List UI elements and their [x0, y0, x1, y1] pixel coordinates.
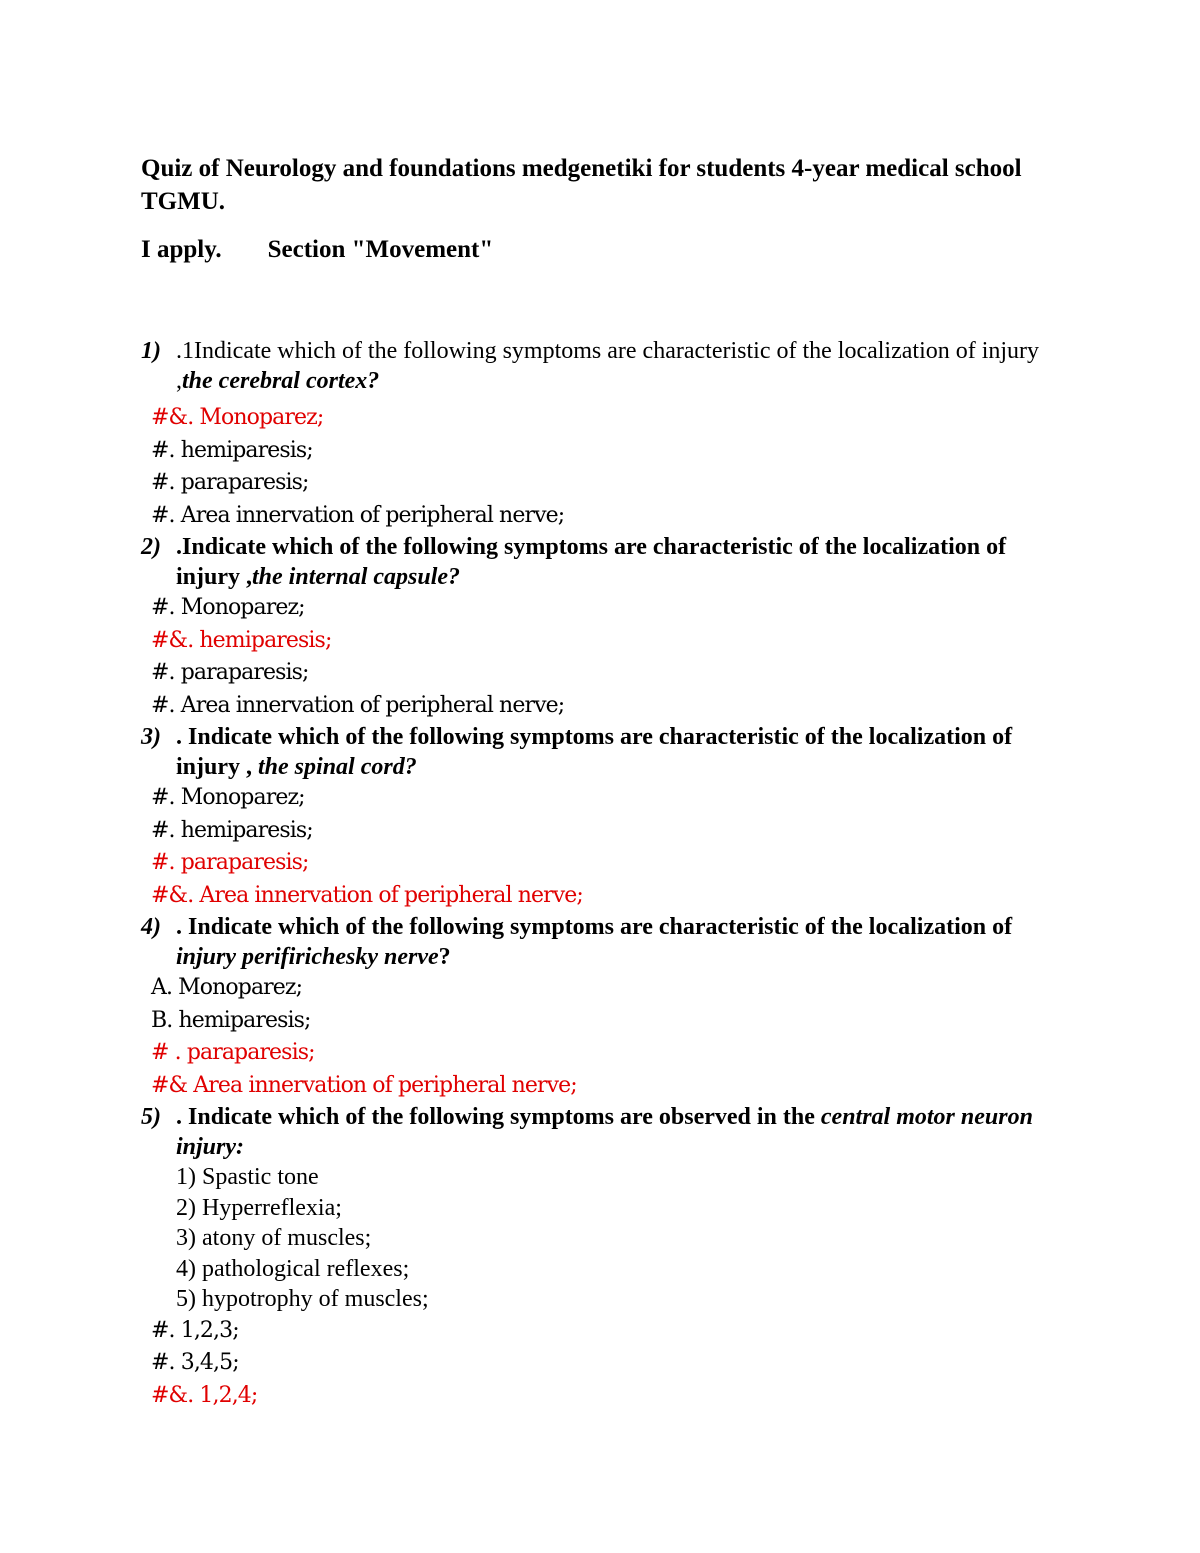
question-text: . Indicate which of the following symptoms are observed in the [176, 1104, 821, 1130]
question-text: . Indicate which of the following symptoms are characteristic of the localization of injury , [176, 724, 1013, 780]
question-5 [141, 1102, 1061, 1162]
answer-option: #. 3,4,5; [151, 1350, 239, 1375]
statement-item: 1) Spastic tone [176, 1164, 319, 1190]
answer-option: #. paraparesis; [151, 660, 309, 685]
section-prefix: I apply. [141, 236, 222, 263]
question-emphasis: injury perifirichesky nerve [176, 944, 439, 970]
question-list [141, 336, 1061, 1412]
question-number: 4) [141, 914, 161, 940]
statement-item: 5) hypotrophy of muscles; [176, 1286, 429, 1312]
question-text: .Indicate which of the following symptoms are characteristic of the localization of injury , [176, 534, 1007, 590]
question-1 [141, 336, 1061, 396]
answer-option: #. 1,2,3; [151, 1317, 239, 1343]
answer-option: #. paraparesis; [151, 850, 309, 875]
answer-option: #&. Monoparez; [151, 405, 324, 430]
question-number: 3) [141, 724, 161, 750]
question-text: . Indicate which of the following symptoms are characteristic of the localization of [176, 914, 1013, 940]
answer-option: B. hemiparesis; [151, 1007, 311, 1033]
question-emphasis: the internal capsule? [252, 564, 461, 590]
statement-item: 3) atony of muscles; [176, 1225, 372, 1251]
question-number: 1) [141, 338, 161, 364]
statement-item: 4) pathological reflexes; [176, 1255, 410, 1282]
question-number: 5) [141, 1104, 161, 1130]
statement-item: 2) Hyperreflexia; [176, 1194, 342, 1221]
question-text: .1Indicate which of the following symptoms are characteristic of the localization of injury , [176, 338, 1040, 394]
question-3 [141, 722, 1061, 782]
question-number: 2) [141, 534, 161, 560]
section-label: Section "Movement" [267, 236, 494, 263]
answer-option: #. Area innervation of peripheral nerve; [151, 692, 565, 718]
answer-option: #. paraparesis; [151, 470, 309, 495]
question-emphasis: the cerebral cortex? [182, 368, 380, 394]
answer-option: #. hemiparesis; [151, 437, 313, 463]
answer-option: #. Monoparez; [151, 595, 305, 620]
answer-option: # . paraparesis; [151, 1040, 315, 1065]
answer-option: #&. hemiparesis; [151, 627, 332, 653]
section-heading [141, 233, 493, 266]
answer-option: #. Monoparez; [151, 785, 305, 810]
quiz-title: Quiz of Neurology and foundations medgenetiki for students 4-year medical school TGMU. [141, 155, 1022, 215]
answer-option: #. Area innervation of peripheral nerve; [151, 502, 565, 528]
question-text-end: ? [438, 944, 451, 970]
answer-option: #&. Area innervation of peripheral nerve; [151, 882, 583, 908]
answer-option: #&. 1,2,4; [151, 1382, 258, 1408]
question-emphasis: central motor neuron injury: [176, 1104, 1033, 1160]
question-emphasis: the spinal cord? [258, 754, 417, 780]
question-2 [141, 532, 1061, 592]
answer-option: #& Area innervation of peripheral nerve; [151, 1072, 577, 1098]
question-4 [141, 912, 1061, 972]
answer-option: A. Monoparez; [151, 975, 303, 1000]
answer-option: #. hemiparesis; [151, 817, 313, 843]
